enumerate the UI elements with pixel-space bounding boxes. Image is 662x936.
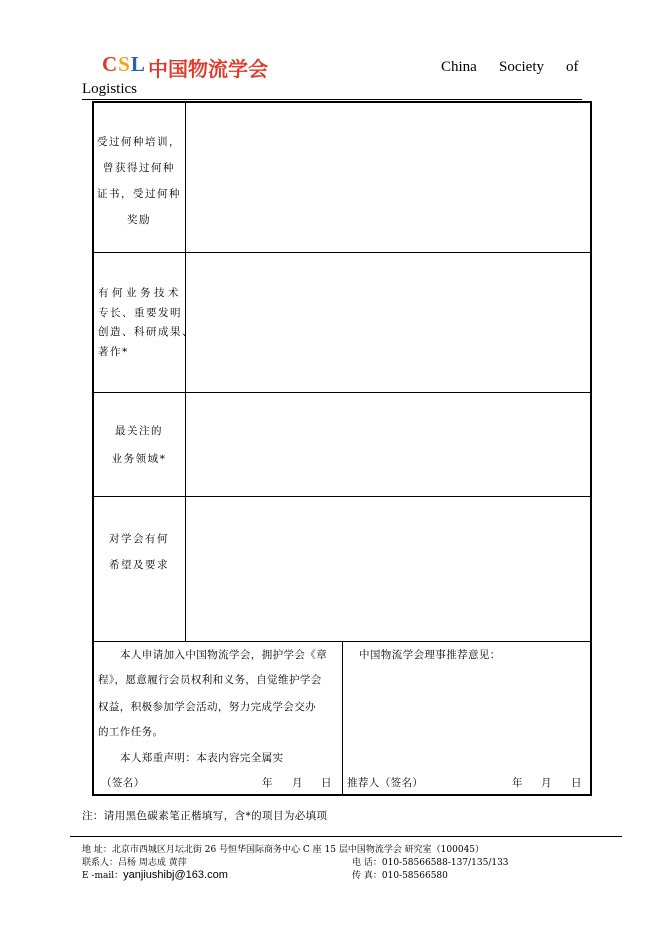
expertise-label: 有何业务技术 专长、重要发明 创造、科研成果、 著作*: [98, 287, 194, 358]
expectations-field[interactable]: [185, 496, 590, 639]
applicant-date-year: 年: [262, 777, 273, 789]
recommender-date-year: 年: [512, 777, 523, 789]
declaration-line: 本人申请加入中国物流学会，拥护学会《章: [120, 649, 328, 661]
email-label: E -mail：: [82, 871, 124, 881]
recommender-date-month: 月: [541, 777, 552, 789]
expertise-achievements-field[interactable]: [185, 252, 590, 390]
recommender-signature-label[interactable]: 推荐人（签名）: [347, 777, 424, 789]
footer-email: [82, 868, 228, 881]
csl-logo: CSL: [102, 52, 146, 76]
society-name-en-word: Society: [499, 59, 544, 75]
applicant-date-month: 月: [292, 777, 303, 789]
society-name-en-word: Logistics: [82, 81, 137, 97]
email-link[interactable]: yanjiushibj@163.com: [123, 869, 228, 881]
society-name-en-word: China: [441, 59, 477, 75]
society-name-cn: 中国物流学会: [148, 57, 268, 81]
expectations-label: 对学会有何 希望及要求: [109, 533, 169, 571]
form-note: 注：请用黑色碳素笔正楷填写，含*的项目为必填项: [82, 810, 328, 822]
footer-divider: [70, 836, 622, 837]
training-label: 受过何种培训， 曾获得过何种 证书，受过何种 奖励: [97, 136, 181, 226]
header-divider: [82, 99, 582, 100]
declaration-line: 程》，愿意履行会员权利和义务，自觉维护学会: [98, 674, 322, 686]
footer-phone: 电 话：010-58566588-137/135/133: [352, 858, 509, 868]
focus-area-label: 最关注的 业务领域*: [111, 425, 167, 465]
applicant-signature-label[interactable]: （签名）: [101, 777, 145, 789]
applicant-date-day: 日: [321, 777, 332, 789]
recommendation-opinion-field[interactable]: [345, 662, 588, 767]
training-certificates-awards-field[interactable]: [185, 103, 590, 250]
declaration-line: 权益，积极参加学会活动，努力完成学会交办: [98, 701, 316, 713]
footer-contacts: 联系人：吕杨 周志成 黄萍: [82, 858, 187, 868]
recommender-date-day: 日: [571, 777, 582, 789]
footer-fax: 传 真：010-58566580: [352, 871, 448, 881]
society-name-en-word: of: [566, 59, 579, 75]
declaration-line: 的工作任务。: [98, 726, 164, 738]
footer-address: 地 址：北京市西城区月坛北街 26 号恒华国际商务中心 C 座 15 层中国物流学会 研究室（100045）: [82, 845, 485, 855]
signature-column-divider: [342, 641, 343, 794]
declaration-statement: 本人郑重声明：本表内容完全属实: [120, 752, 284, 764]
focus-business-area-field[interactable]: [185, 392, 590, 494]
director-recommendation-title: 中国物流学会理事推荐意见：: [359, 649, 501, 661]
